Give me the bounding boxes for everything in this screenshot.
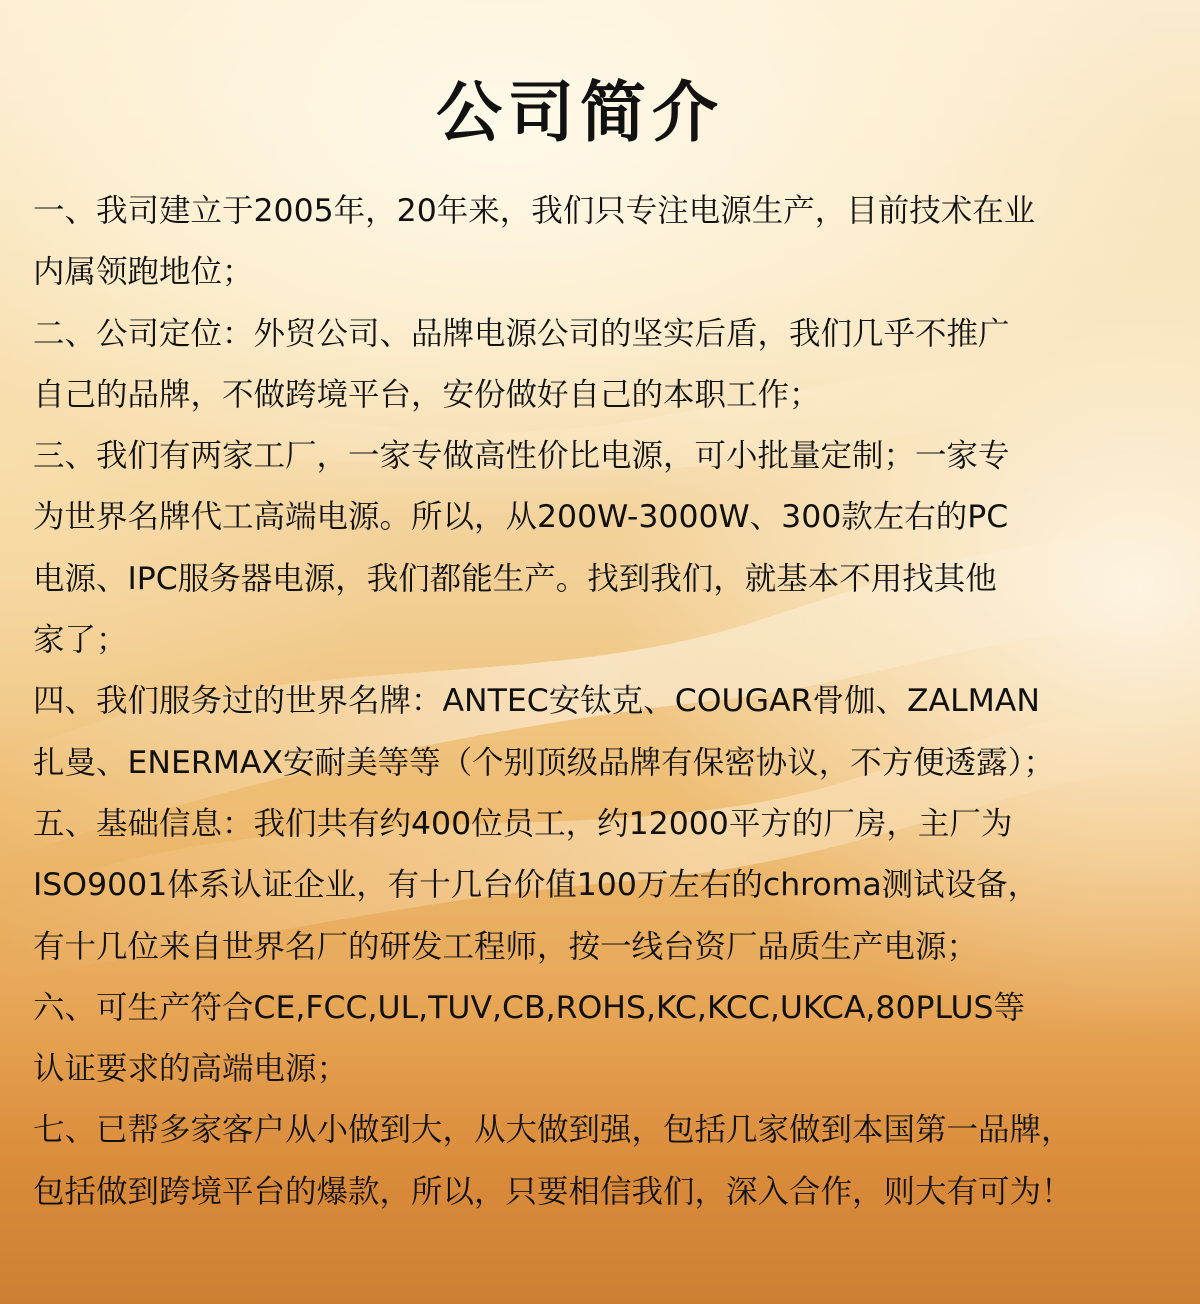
text-line: 内属领跑地位； xyxy=(33,254,254,291)
text-line: 五、基础信息：我们共有约400位员工，约12000平方的厂房，主厂为 xyxy=(33,805,1013,842)
text-line: 三、我们有两家工厂，一家专做高性价比电源，可小批量定制；一家专 xyxy=(33,438,1010,475)
page-title: 公司简介 xyxy=(436,74,724,151)
text-line: 二、公司定位：外贸公司、品牌电源公司的坚实后盾，我们几乎不推广 xyxy=(33,315,1010,352)
text-line: 自己的品牌，不做跨境平台，安份做好自己的本职工作； xyxy=(33,376,821,413)
text-line: 家了； xyxy=(33,622,128,659)
text-line: 一、我司建立于2005年，20年来，我们只专注电源生产，目前技术在业 xyxy=(33,193,1036,229)
text-line: 为世界名牌代工高端电源。所以，从200W-3000W、300款左右的PC xyxy=(33,499,1009,536)
text-line: 认证要求的高端电源； xyxy=(33,1051,349,1088)
text-line: 七、已帮多家客户从小做到大，从大做到强，包括几家做到本国第一品牌， xyxy=(33,1112,1073,1149)
text-line: 有十几位来自世界名厂的研发工程师，按一线台资厂品质生产电源； xyxy=(33,928,979,965)
text-line: 六、可生产符合CE,FCC,UL,TUV,CB,ROHS,KC,KCC,UKCA,80PLUS等 xyxy=(33,989,1026,1026)
text-line: 扎曼、ENERMAX安耐美等等（个别顶级品牌有保密协议，不方便透露）； xyxy=(33,744,1055,781)
text-line: 包括做到跨境平台的爆款，所以，只要相信我们，深入合作，则大有可为！ xyxy=(33,1173,1073,1210)
intro-text-block xyxy=(33,181,1173,1223)
text-line: 电源、IPC服务器电源，我们都能生产。找到我们，就基本不用找其他 xyxy=(33,560,997,597)
text-line: 四、我们服务过的世界名牌：ANTEC安钛克、COUGAR骨伽、ZALMAN xyxy=(33,683,1040,720)
text-line: ISO9001体系认证企业，有十几台价值100万左右的chroma测试设备， xyxy=(33,867,1040,904)
